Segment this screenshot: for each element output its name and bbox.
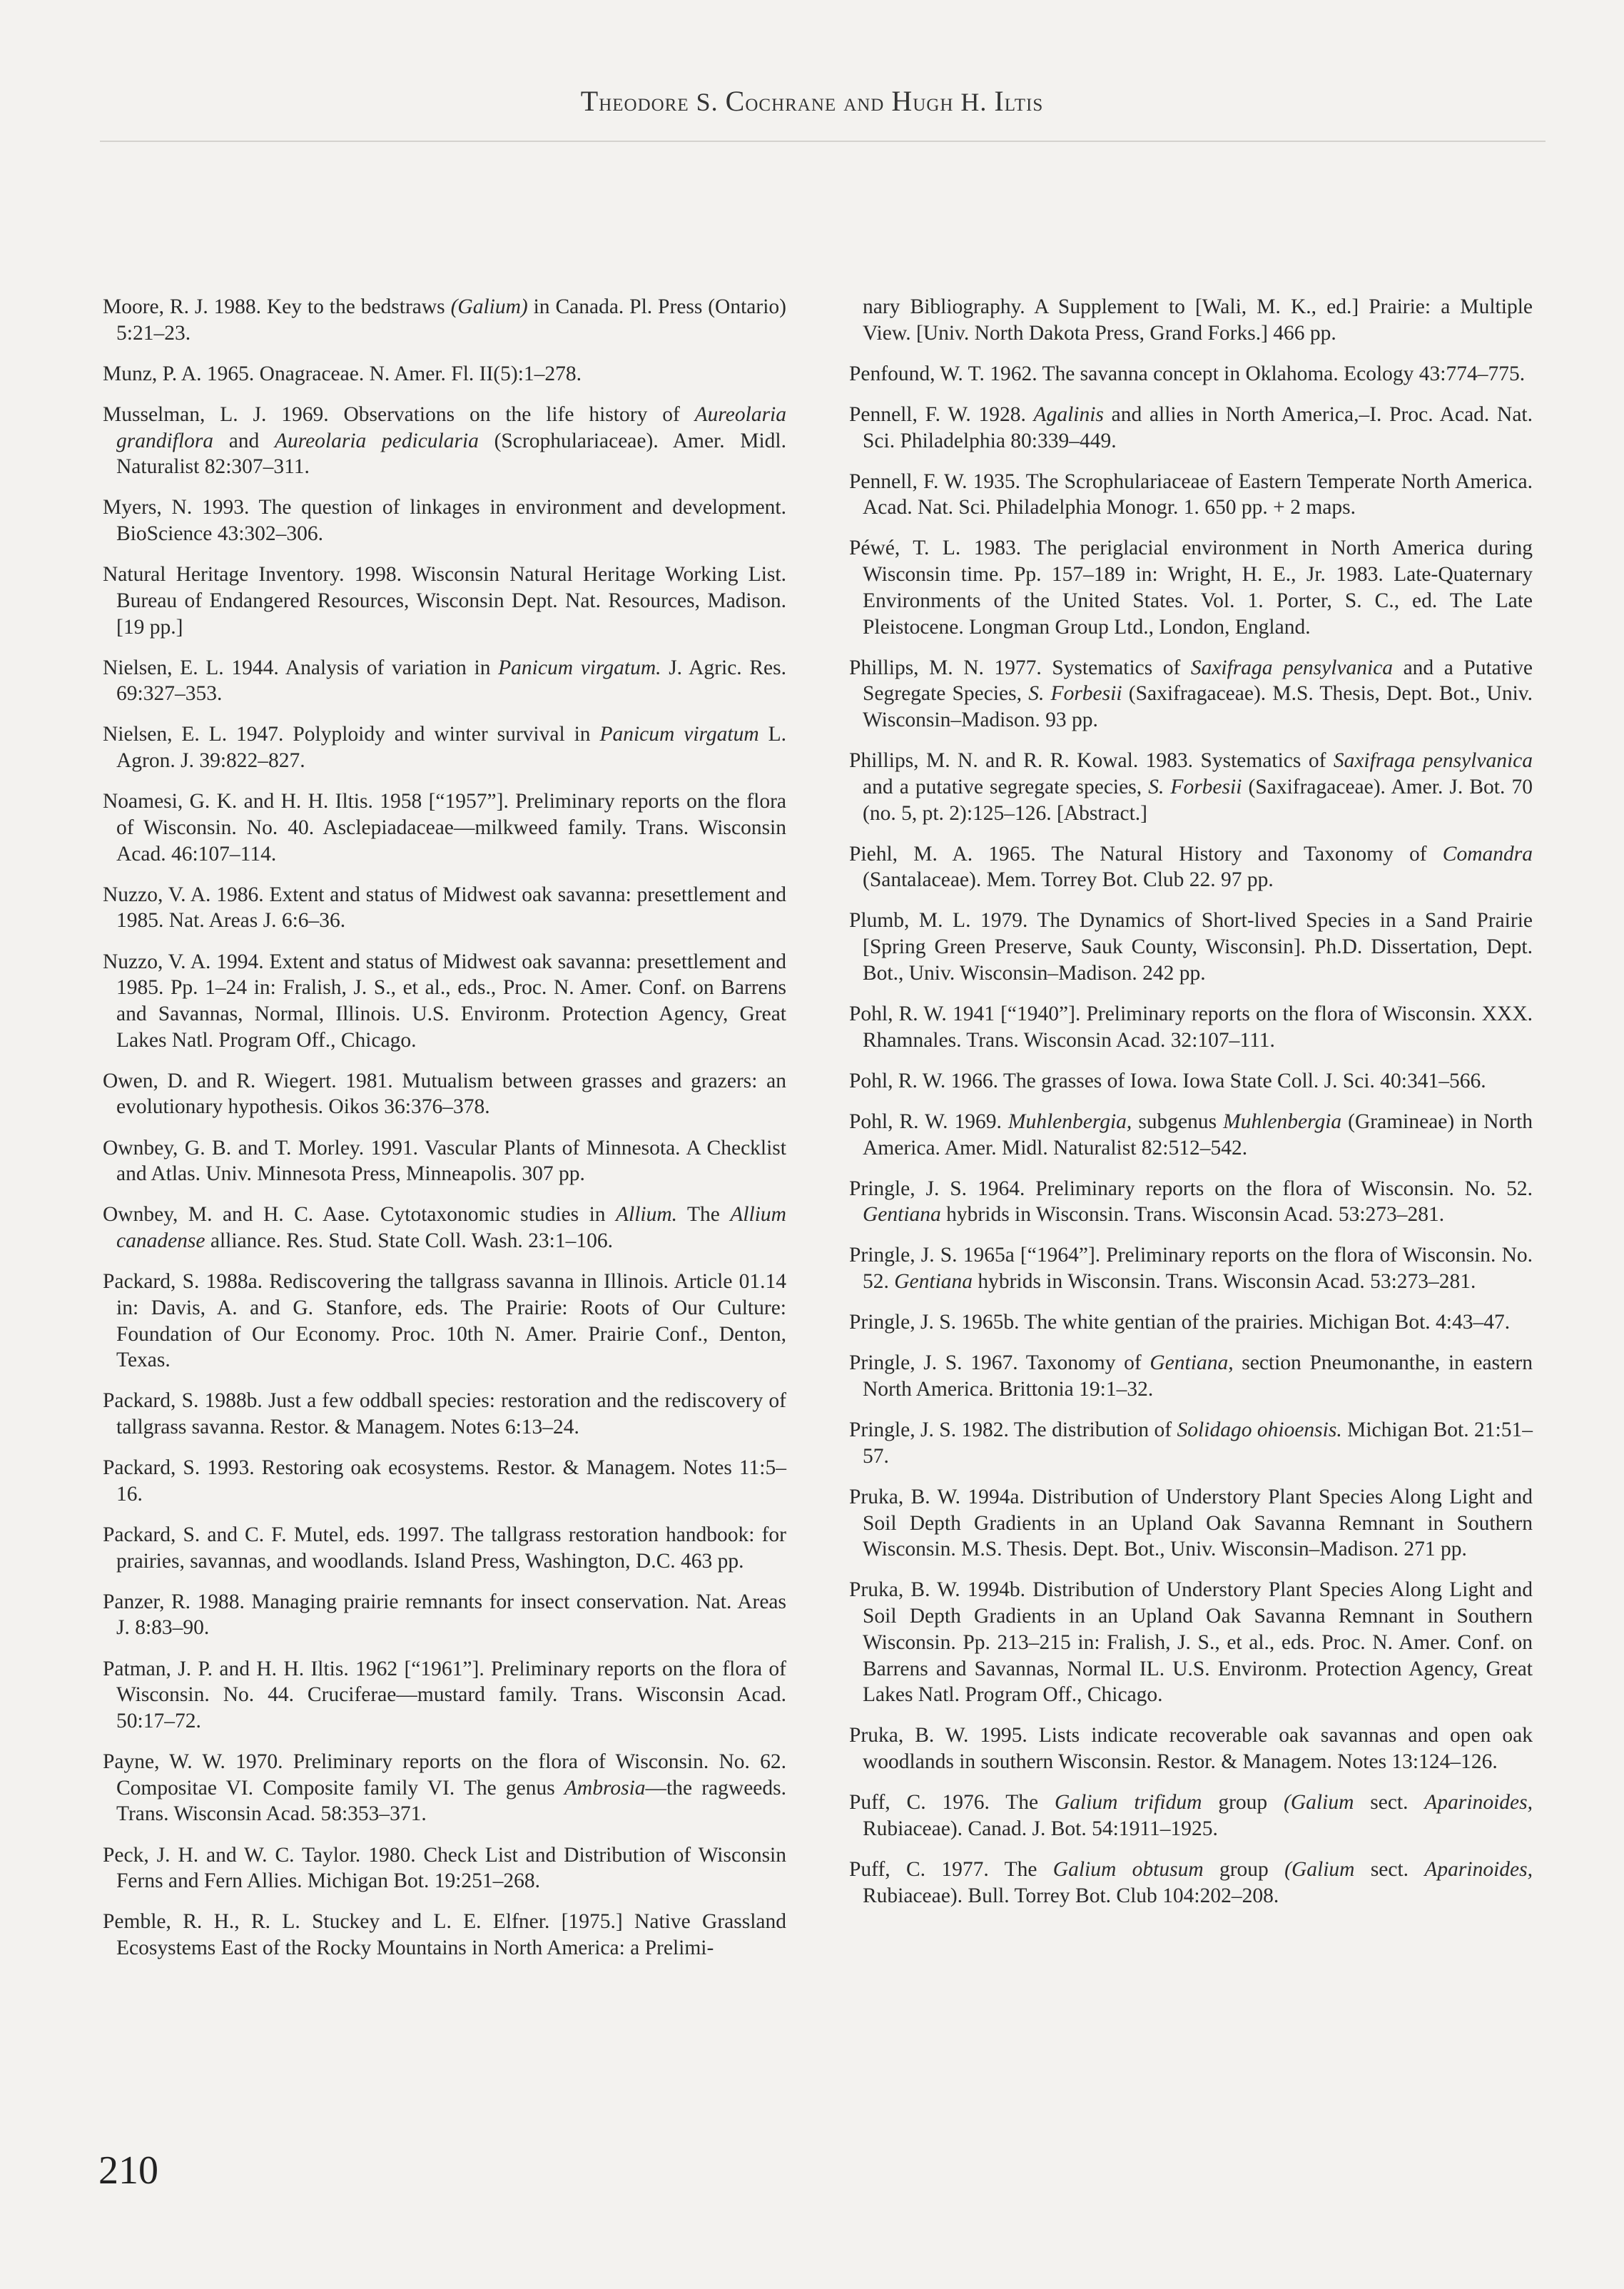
reference-column-left — [103, 294, 786, 1976]
reference-entry: Pohl, R. W. 1969. Muhlenbergia, subgenus Muhlenbergia (Gramineae) in North America. Amer. Midl. Naturalist 82:512–542. — [849, 1110, 1533, 1159]
reference-entry: Packard, S. 1993. Restoring oak ecosystems. Restor. & Managem. Notes 11:5–16. — [103, 1456, 786, 1506]
reference-entry: Nielsen, E. L. 1947. Polyploidy and winter survival in Panicum virgatum L. Agron. J. 39:822–827. — [103, 723, 786, 773]
reference-entry: Packard, S. 1988b. Just a few oddball species: restoration and the rediscovery of tallgrass savanna. Restor. & Managem. Notes 6:13–24. — [103, 1389, 786, 1439]
reference-entry: Pringle, J. S. 1965a [“1964”]. Preliminary reports on the flora of Wisconsin. No. 52. Gentiana hybrids in Wisconsin. Trans. Wisconsin Acad. 53:273–281. — [849, 1244, 1533, 1294]
reference-entry: Peck, J. H. and W. C. Taylor. 1980. Check List and Distribution of Wisconsin Ferns and Fern Allies. Michigan Bot. 19:251–268. — [103, 1843, 786, 1893]
reference-entry: Munz, P. A. 1965. Onagraceae. N. Amer. Fl. II(5):1–278. — [103, 362, 582, 385]
reference-entry: Natural Heritage Inventory. 1998. Wisconsin Natural Heritage Working List. Bureau of Endangered Resources, Wisconsin Dept. Nat. Resources, Madison. [19 pp.] — [103, 563, 786, 639]
page-number: 210 — [98, 2148, 158, 2193]
reference-entry: Payne, W. W. 1970. Preliminary reports on the flora of Wisconsin. No. 62. Compositae VI. Composite family VI. The genus Ambrosia—the ragweeds. Trans. Wisconsin Acad. 58:353–371. — [103, 1750, 786, 1826]
reference-entry: Panzer, R. 1988. Managing prairie remnants for insect conservation. Nat. Areas J. 8:83–90. — [103, 1590, 786, 1640]
reference-entry: Nuzzo, V. A. 1994. Extent and status of Midwest oak savanna: presettlement and 1985. Pp. 1–24 in: Fralish, J. S., et al., eds., Proc. N. Amer. Conf. on Barrens and Savannas, Normal, Illinois. U.S. Environm. Protection Agency, Great Lakes Natl. Program Off., Chicago. — [103, 950, 786, 1052]
reference-entry: Pruka, B. W. 1995. Lists indicate recoverable oak savannas and open oak woodlands in southern Wisconsin. Restor. & Managem. Notes 13:124–126. — [849, 1724, 1533, 1774]
reference-entry: Ownbey, M. and H. C. Aase. Cytotaxonomic studies in Allium. The Allium canadense alliance. Res. Stud. State Coll. Wash. 23:1–106. — [103, 1203, 786, 1253]
reference-entry: nary Bibliography. A Supplement to [Wali, M. K., ed.] Prairie: a Multiple View. [Univ. North Dakota Press, Grand Forks.] 466 pp. — [863, 295, 1533, 345]
running-header: Theodore S. Cochrane and Hugh H. Iltis — [580, 85, 1044, 117]
reference-entry: Puff, C. 1977. The Galium obtusum group (Galium sect. Aparinoides, Rubiaceae). Bull. Torrey Bot. Club 104:202–208. — [849, 1857, 1533, 1907]
reference-entry: Musselman, L. J. 1969. Observations on the life history of Aureolaria grandiflora and Aureolaria pedicularia (Scrophulariaceae). Amer. Midl. Naturalist 82:307–311. — [103, 402, 786, 479]
reference-entry: Nielsen, E. L. 1944. Analysis of variation in Panicum virgatum. J. Agric. Res. 69:327–353. — [103, 656, 786, 706]
reference-entry: Pohl, R. W. 1941 [“1940”]. Preliminary reports on the flora of Wisconsin. XXX. Rhamnales. Trans. Wisconsin Acad. 32:107–111. — [849, 1002, 1533, 1052]
reference-entry: Pruka, B. W. 1994a. Distribution of Understory Plant Species Along Light and Soil Depth Gradients in an Upland Oak Savanna Remnant in Southern Wisconsin. M.S. Thesis. Dept. Bot., Univ. Wisconsin–Madison. 271 pp. — [849, 1485, 1533, 1561]
reference-entry: Pemble, R. H., R. L. Stuckey and L. E. Elfner. [1975.] Native Grassland Ecosystems East of the Rocky Mountains in North America: a Prelimi- — [103, 1910, 786, 1960]
header-rule — [100, 141, 1546, 142]
reference-entry: Penfound, W. T. 1962. The savanna concept in Oklahoma. Ecology 43:774–775. — [849, 362, 1526, 385]
reference-entry: Phillips, M. N. and R. R. Kowal. 1983. Systematics of Saxifraga pensylvanica and a putative segregate species, S. Forbesii (Saxifragaceae). Amer. J. Bot. 70 (no. 5, pt. 2):125–126. [Abstract.] — [849, 749, 1533, 825]
reference-entry: Nuzzo, V. A. 1986. Extent and status of Midwest oak savanna: presettlement and 1985. Nat. Areas J. 6:6–36. — [103, 883, 786, 933]
reference-entry: Pruka, B. W. 1994b. Distribution of Understory Plant Species Along Light and Soil Depth Gradients in an Upland Oak Savanna Remnant in Southern Wisconsin. Pp. 213–215 in: Fralish, J. S., et al., eds. Proc. N. Amer. Conf. on Barrens and Savannas, Normal IL. U.S. Environm. Protection Agency, Great Lakes Natl. Program Off., Chicago. — [849, 1578, 1533, 1707]
reference-entry: Piehl, M. A. 1965. The Natural History and Taxonomy of Comandra (Santalaceae). Mem. Torrey Bot. Club 22. 97 pp. — [849, 842, 1533, 892]
reference-entry: Pohl, R. W. 1966. The grasses of Iowa. Iowa State Coll. J. Sci. 40:341–566. — [849, 1069, 1486, 1092]
reference-entry: Packard, S. and C. F. Mutel, eds. 1997. The tallgrass restoration handbook: for prairies, savannas, and woodlands. Island Press, Washington, D.C. 463 pp. — [103, 1523, 786, 1573]
reference-column-right — [849, 294, 1533, 1924]
reference-entry: Owen, D. and R. Wiegert. 1981. Mutualism between grasses and grazers: an evolutionary hypothesis. Oikos 36:376–378. — [103, 1069, 786, 1119]
reference-entry: Pringle, J. S. 1964. Preliminary reports on the flora of Wisconsin. No. 52. Gentiana hybrids in Wisconsin. Trans. Wisconsin Acad. 53:273–281. — [849, 1177, 1533, 1227]
reference-entry: Phillips, M. N. 1977. Systematics of Saxifraga pensylvanica and a Putative Segregate Species, S. Forbesii (Saxifragaceae). M.S. Thesis, Dept. Bot., Univ. Wisconsin–Madison. 93 pp. — [849, 656, 1533, 732]
reference-entry: Pennell, F. W. 1935. The Scrophulariaceae of Eastern Temperate North America. Acad. Nat. Sci. Philadelphia Monogr. 1. 650 pp. + 2 maps. — [849, 470, 1533, 519]
reference-entry: Pennell, F. W. 1928. Agalinis and allies in North America,–I. Proc. Acad. Nat. Sci. Philadelphia 80:339–449. — [849, 402, 1533, 452]
reference-entry: Myers, N. 1993. The question of linkages in environment and development. BioScience 43:302–306. — [103, 496, 786, 546]
reference-entry: Plumb, M. L. 1979. The Dynamics of Short-lived Species in a Sand Prairie [Spring Green Preserve, Sauk County, Wisconsin]. Ph.D. Dissertation, Dept. Bot., Univ. Wisconsin–Madison. 242 pp. — [849, 909, 1533, 985]
reference-entry: Packard, S. 1988a. Rediscovering the tallgrass savanna in Illinois. Article 01.14 in: Davis, A. and G. Stanfore, eds. The Prairie: Roots of Our Culture: Foundation of Our Economy. Proc. 10th N. Amer. Prairie Conf., Denton, Texas. — [103, 1270, 786, 1372]
reference-entry: Pringle, J. S. 1982. The distribution of Solidago ohioensis. Michigan Bot. 21:51–57. — [849, 1418, 1533, 1468]
reference-entry: Pringle, J. S. 1967. Taxonomy of Gentiana, section Pneumonanthe, in eastern North America. Brittonia 19:1–32. — [849, 1351, 1533, 1401]
reference-entry: Noamesi, G. K. and H. H. Iltis. 1958 [“1957”]. Preliminary reports on the flora of Wisconsin. No. 40. Asclepiadaceae—milkweed family. Trans. Wisconsin Acad. 46:107–114. — [103, 790, 786, 866]
reference-entry: Pringle, J. S. 1965b. The white gentian of the prairies. Michigan Bot. 4:43–47. — [849, 1311, 1511, 1334]
reference-entry: Péwé, T. L. 1983. The periglacial environment in North America during Wisconsin time. Pp. 157–189 in: Wright, H. E., Jr. 1983. Late-Quaternary Environments of the United States. Vol. 1. Porter, S. C., ed. The Late Pleistocene. Longman Group Ltd., London, England. — [849, 537, 1533, 639]
reference-entry: Ownbey, G. B. and T. Morley. 1991. Vascular Plants of Minnesota. A Checklist and Atlas. Univ. Minnesota Press, Minneapolis. 307 pp. — [103, 1136, 786, 1186]
reference-entry: Patman, J. P. and H. H. Iltis. 1962 [“1961”]. Preliminary reports on the flora of Wisconsin. No. 44. Cruciferae—mustard family. Trans. Wisconsin Acad. 50:17–72. — [103, 1657, 786, 1732]
reference-entry: Puff, C. 1976. The Galium trifidum group (Galium sect. Aparinoides, Rubiaceae). Canad. J. Bot. 54:1911–1925. — [849, 1791, 1533, 1840]
reference-entry: Moore, R. J. 1988. Key to the bedstraws (Galium) in Canada. Pl. Press (Ontario) 5:21–23. — [103, 295, 786, 345]
